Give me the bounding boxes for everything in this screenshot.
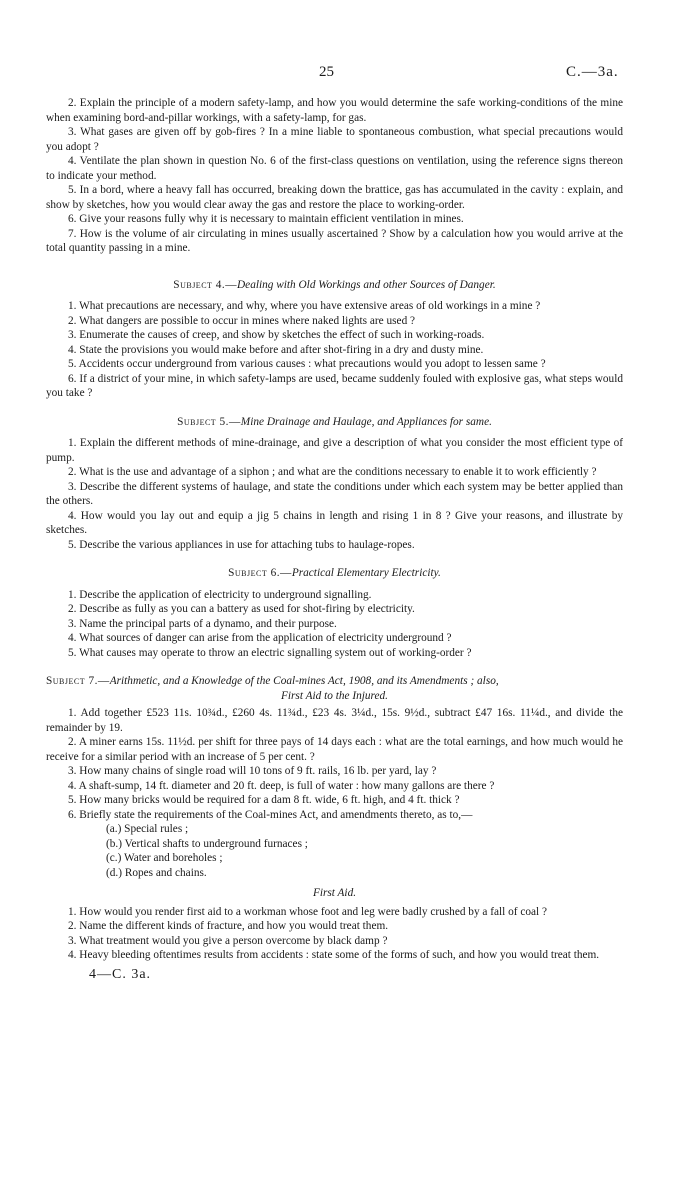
question: 4. How would you lay out and equip a jig 5 chains in length and rising 1 in 8 ? Give your reasons, and illustrate by sketches.	[46, 509, 623, 536]
question: 2. What is the use and advantage of a siphon ; and what are the conditions necessary to enable it to work efficiently ?	[68, 466, 597, 478]
sub-item: (c.) Water and boreholes ;	[106, 852, 223, 864]
sub-item: (a.) Special rules ;	[106, 823, 189, 835]
question: 7. How is the volume of air circulating in mines usually ascertained ? Show by a calculation how you would arrive at the total quantity passing in a mine.	[46, 227, 623, 254]
question: 5. Describe the various appliances in use for attaching tubs to haulage-ropes.	[68, 538, 415, 551]
sub-list	[106, 822, 623, 880]
question: 4. A shaft-sump, 14 ft. diameter and 20 ft. deep, is full of water : how many gallons are there ?	[68, 779, 495, 792]
question: 6. Briefly state the requirements of the Coal-mines Act, and amendments thereto, as to,—	[68, 808, 473, 821]
question: 1. What precautions are necessary, and why, where you have extensive areas of old workings in a mine ?	[68, 300, 541, 312]
question: 2. Name the different kinds of fracture, and how you would treat them.	[68, 920, 389, 932]
question: 2. Explain the principle of a modern safety-lamp, and how you would determine the safe working-conditions of the mine when examining bord-and-pillar workings, with a safety-lamp, for gas.	[46, 97, 623, 124]
question: 1. Add together £523 11s. 10¾d., £260 4s. 11¾d., £23 4s. 3¼d., 15s. 9½d., subtract £47 16s. 11¼d., and divide the remainder by 19.	[46, 707, 623, 734]
question: 5. How many bricks would be required for a dam 8 ft. wide, 6 ft. high, and 4 ft. thick ?	[68, 794, 460, 806]
section-heading: Subject 6.—Practical Elementary Electricity.	[228, 567, 441, 579]
question: 5. Accidents occur underground from various causes : what precautions would you adopt to lessen same ?	[68, 358, 546, 370]
sub-item: (d.) Ropes and chains.	[106, 866, 207, 879]
question: 3. What treatment would you give a person overcome by black damp ?	[68, 934, 388, 947]
question: 2. Describe as fully as you can a battery as used for shot-firing by electricity.	[68, 603, 415, 615]
question: 3. Describe the different systems of haulage, and state the conditions under which each system may be better applied than the others.	[46, 480, 623, 507]
question: 4. State the provisions you would make before and after shot-firing in a dry and dusty mine.	[68, 343, 484, 356]
question: 6. If a district of your mine, in which safety-lamps are used, became suddenly fouled with explosive gas, what steps would you take ?	[46, 372, 623, 399]
question: 3. What gases are given off by gob-fires ? In a mine liable to spontaneous combustion, what special precautions would you adopt ?	[46, 126, 623, 153]
question: 1. Explain the different methods of mine-drainage, and give a description of what you consider the most efficient type of pump.	[46, 437, 623, 464]
question: 3. How many chains of single road will 10 tons of 9 ft. rails, 16 lb. per yard, lay ?	[68, 765, 437, 777]
question: 3. Name the principal parts of a dynamo, and their purpose.	[68, 617, 337, 630]
section-heading: Subject 4.—Dealing with Old Workings and other Sources of Danger.	[173, 278, 496, 291]
question: 2. A miner earns 15s. 11½d. per shift for three pays of 14 days each : what are the total earnings, and how much would he receive for a similar period with an increase of 5 per cent. ?	[46, 736, 623, 763]
question: 3. Enumerate the causes of creep, and show by sketches the effect of such in working-roads.	[68, 329, 485, 341]
subsection-heading: First Aid.	[312, 887, 357, 899]
question: 5. What causes may operate to throw an electric signalling system out of working-order ?	[68, 646, 472, 659]
content	[46, 96, 623, 983]
section-heading: Subject 7.—Arithmetic, and a Knowledge of the Coal-mines Act, 1908, and its Amendments ; also, First Aid to the Injured.	[46, 675, 499, 702]
question: 6. Give your reasons fully why it is necessary to maintain efficient ventilation in mines.	[68, 213, 464, 225]
section-heading: Subject 5.—Mine Drainage and Haulage, and Appliances for same.	[177, 415, 492, 428]
question: 4. What sources of danger can arise from the application of electricity underground ?	[68, 632, 452, 644]
sub-item: (b.) Vertical shafts to underground furnaces ;	[106, 837, 308, 850]
question: 1. Describe the application of electricity to underground signalling.	[68, 588, 372, 601]
question: 2. What dangers are possible to occur in mines where naked lights are used ?	[68, 314, 416, 327]
page-number: 25	[319, 64, 334, 80]
question: 4. Ventilate the plan shown in question No. 6 of the first-class questions on ventilation, using the reference signs thereon to indicate your method.	[46, 155, 623, 182]
question: 4. Heavy bleeding oftentimes results from accidents : state some of the forms of such, and how you would treat them.	[68, 949, 600, 961]
question: 1. How would you render first aid to a workman whose foot and leg were badly crushed by a fall of coal ?	[68, 905, 548, 918]
question: 5. In a bord, where a heavy fall has occurred, breaking down the brattice, gas has accumulated in the cavity : explain, and show by sketches, how you would clear away the gas and restore the place to working-order.	[46, 184, 623, 211]
document-reference: C.—3a.	[566, 64, 619, 80]
footer-reference: 4—C. 3a.	[89, 966, 152, 982]
